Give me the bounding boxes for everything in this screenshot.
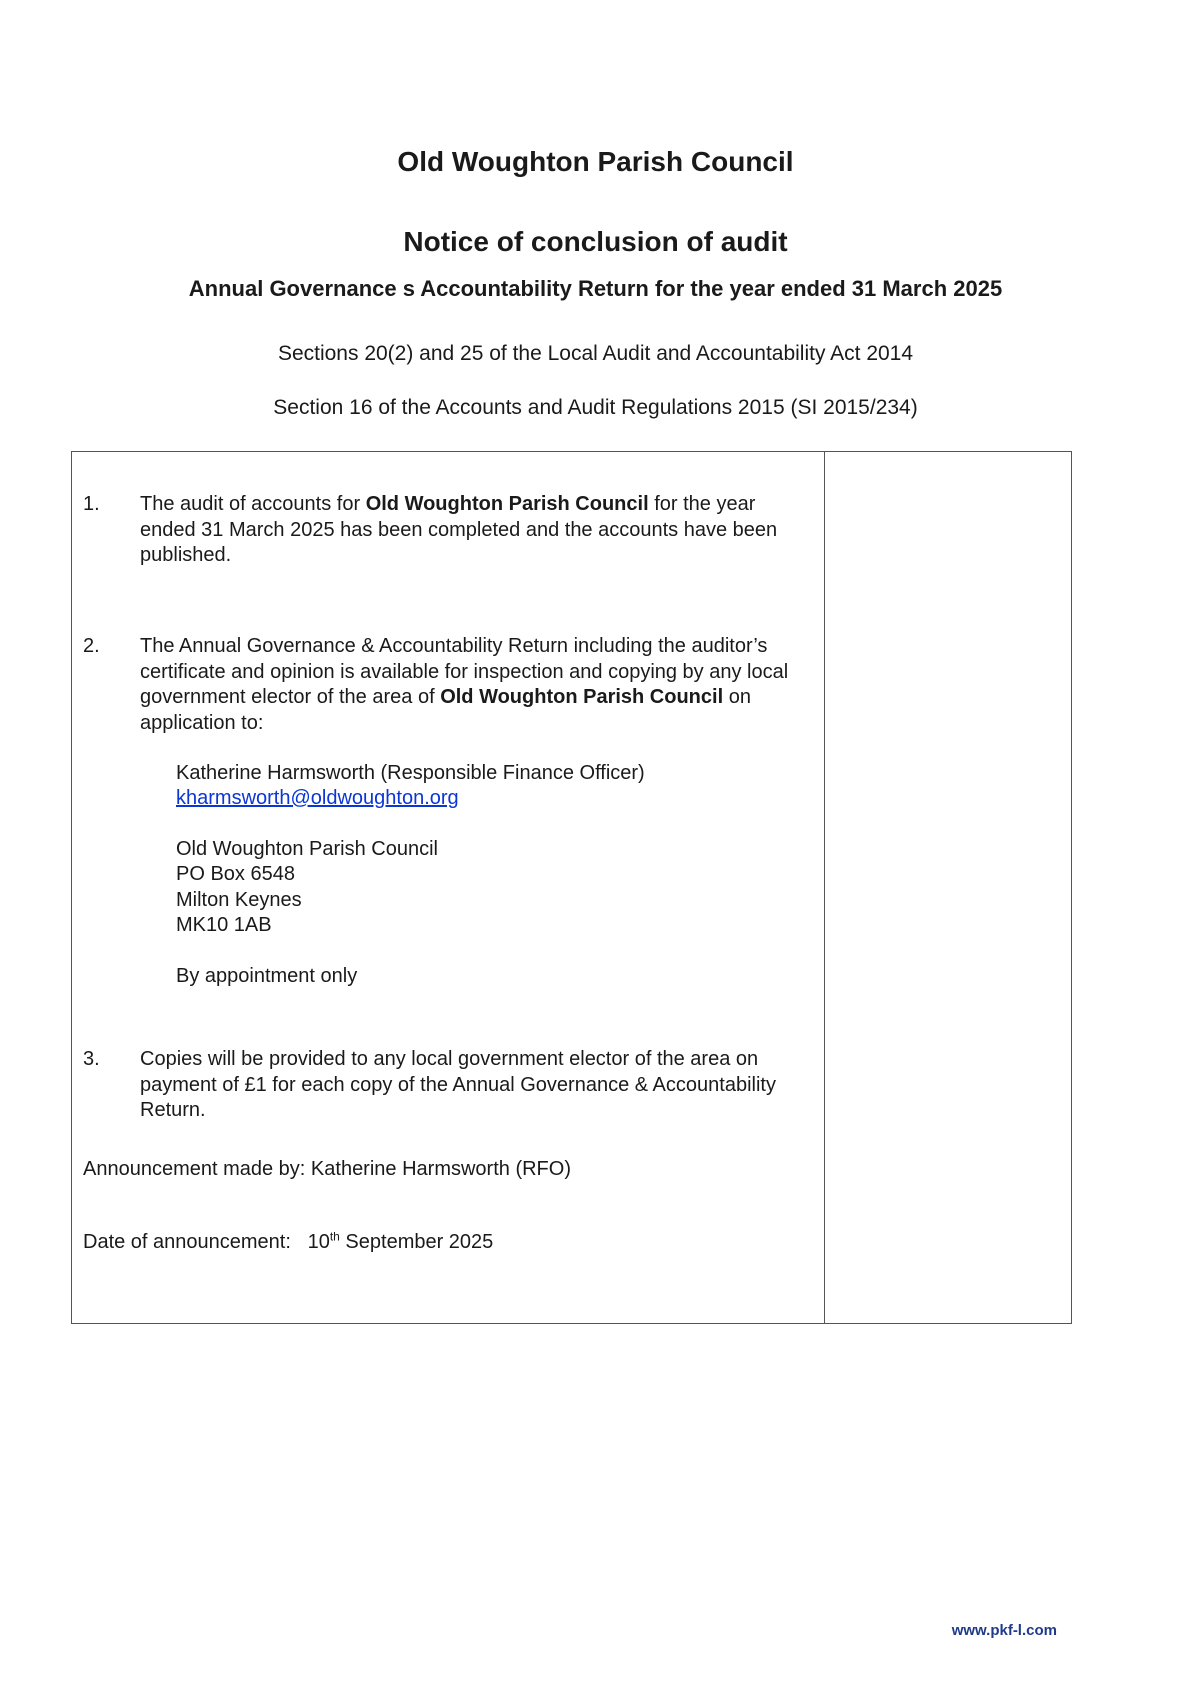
contact-name-role: Katherine Harmsworth (Responsible Finance Officer) bbox=[176, 762, 645, 784]
item-1-number: 1. bbox=[83, 493, 100, 515]
return-title: Annual Governance s Accountability Return for the year ended 31 March 2025 bbox=[188, 276, 1003, 301]
date-label: Date of announcement: bbox=[83, 1231, 291, 1253]
address-line-1: Old Woughton Parish Council bbox=[176, 838, 438, 860]
item-2-text-a: The Annual Governance & Accountability Return including the auditor’s certificate and opinion is available for inspection and copying by any local government elector of the area of bbox=[140, 635, 789, 708]
item-3-text: Copies will be provided to any local government elector of the area on payment of £1 for each copy of the Annual Governance & Accountability Return. bbox=[140, 1048, 776, 1121]
item-2-text-b: on application to: bbox=[140, 686, 751, 734]
item-2-number: 2. bbox=[83, 635, 100, 657]
notice-box bbox=[71, 451, 1072, 1324]
item-2-council-name: Old Woughton Parish Council bbox=[440, 686, 724, 708]
address-line-3: Milton Keynes bbox=[176, 889, 302, 911]
contact-email-line bbox=[176, 786, 459, 812]
side-cell bbox=[825, 452, 1071, 1323]
footer-website[interactable]: www.pkf-l.com bbox=[951, 1622, 1057, 1639]
announcement-made-by: Announcement made by: Katherine Harmsworth (RFO) bbox=[83, 1158, 571, 1180]
item-2-text bbox=[140, 634, 810, 736]
date-suffix: th bbox=[329, 1229, 340, 1244]
notice-title: Notice of conclusion of audit bbox=[403, 226, 788, 257]
item-1-text-b: for the year ended 31 March 2025 has been completed and the accounts have been published. bbox=[140, 493, 778, 566]
announcement-date bbox=[83, 1230, 493, 1256]
date-rest: September 2025 bbox=[345, 1231, 494, 1253]
statute-reference-act: Sections 20(2) and 25 of the Local Audit and Accountability Act 2014 bbox=[277, 342, 914, 365]
item-1-text bbox=[140, 492, 815, 569]
address-line-4: MK10 1AB bbox=[176, 914, 272, 936]
address-line-2: PO Box 6548 bbox=[176, 863, 295, 885]
availability-note: By appointment only bbox=[176, 965, 358, 987]
council-title: Old Woughton Parish Council bbox=[397, 146, 794, 177]
statute-reference-regulations: Section 16 of the Accounts and Audit Regulations 2015 (SI 2015/234) bbox=[273, 396, 918, 419]
item-1-text-a: The audit of accounts for bbox=[140, 493, 366, 515]
item-1-council-name: Old Woughton Parish Council bbox=[365, 493, 649, 515]
item-3-number: 3. bbox=[83, 1048, 100, 1070]
date-day: 10 bbox=[307, 1231, 330, 1253]
contact-email-link[interactable]: kharmsworth@oldwoughton.org bbox=[176, 787, 459, 809]
